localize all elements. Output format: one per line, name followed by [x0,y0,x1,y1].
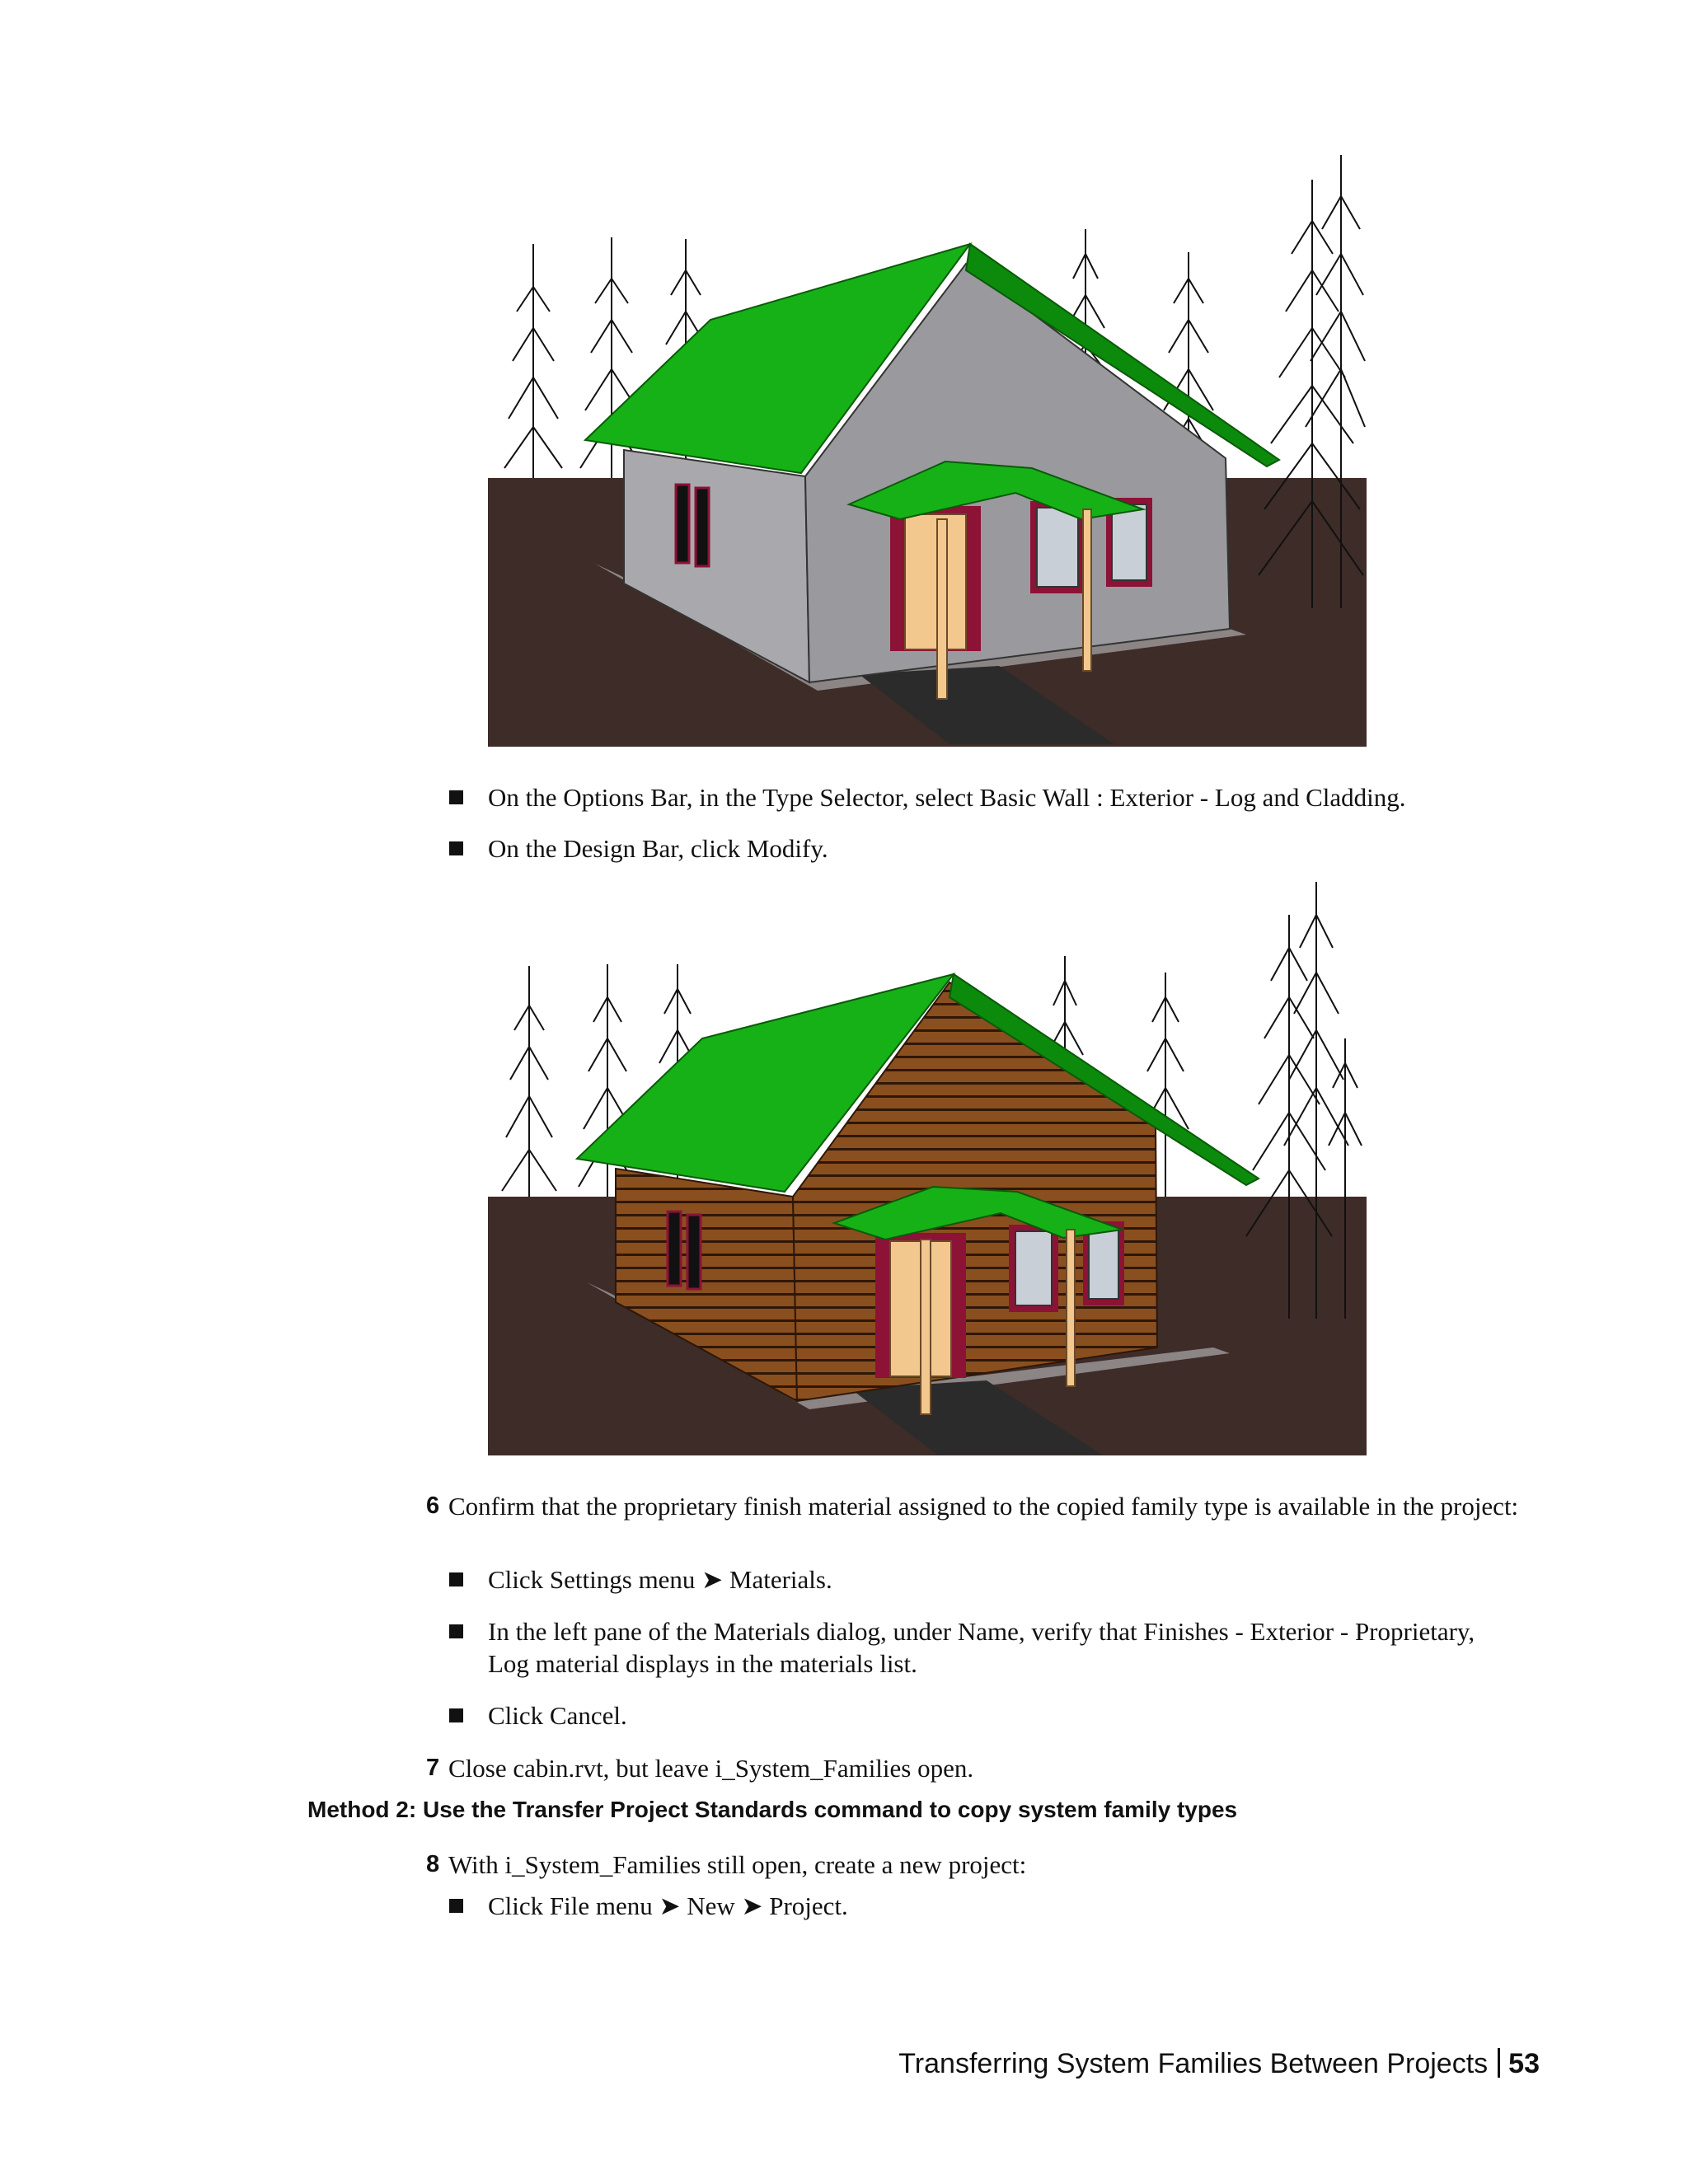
page-footer [898,2047,1540,2080]
porch-post [937,519,947,699]
bullet-icon [449,1572,463,1586]
bullet-text: Click Settings menu ➤ Materials. [488,1565,832,1594]
step-text: With i_System_Families still open, create a new project: [448,1850,1027,1879]
front-window [1037,508,1078,587]
step-8 [426,1849,1531,1882]
bullet-icon [449,841,463,855]
step-7 [426,1752,1531,1785]
cabin-render-gray-walls [488,147,1367,747]
footer-divider [1498,2048,1500,2078]
front-window [1089,1228,1118,1299]
porch-post [1067,1230,1075,1386]
bullet-icon [449,1624,463,1638]
step-text: Confirm that the proprietary finish material assigned to the copied family type is available in the project: [448,1492,1519,1521]
bullet-text: On the Options Bar, in the Type Selector, select Basic Wall : Exterior - Log and Cladding. [488,783,1406,812]
step-number: 8 [426,1851,440,1877]
front-window [1015,1231,1052,1305]
bullet-text: Click Cancel. [488,1701,627,1730]
side-window [696,488,709,566]
step-6 [426,1490,1531,1556]
bullet-icon [449,1899,463,1913]
step-number: 6 [426,1493,440,1519]
footer-title: Transferring System Families Between Projects [898,2048,1489,2079]
page-number: 53 [1508,2048,1540,2079]
step-text: Close cabin.rvt, but leave i_System_Families open. [448,1754,974,1783]
entry-door [905,514,966,649]
bullet-icon [449,1708,463,1722]
bullet-icon [449,790,463,804]
bullet-text: Click File menu ➤ New ➤ Project. [488,1891,848,1920]
bullet-text: In the left pane of the Materials dialog, under Name, verify that Finishes - Exterior - Proprietary, Log material displays in the materials list. [488,1617,1475,1678]
side-window [687,1215,701,1289]
porch-post [921,1240,931,1414]
cabin-illustration [488,874,1367,1455]
porch-post [1083,509,1091,671]
step-number: 7 [426,1755,440,1781]
side-window [676,485,689,563]
cabin-illustration [488,147,1367,747]
cabin-render-log-walls [488,874,1367,1455]
front-window [1112,504,1146,580]
bullet-text: On the Design Bar, click Modify. [488,834,828,863]
section-heading: Method 2: Use the Transfer Project Standards command to copy system family types [307,1797,1238,1822]
side-window [668,1212,681,1286]
